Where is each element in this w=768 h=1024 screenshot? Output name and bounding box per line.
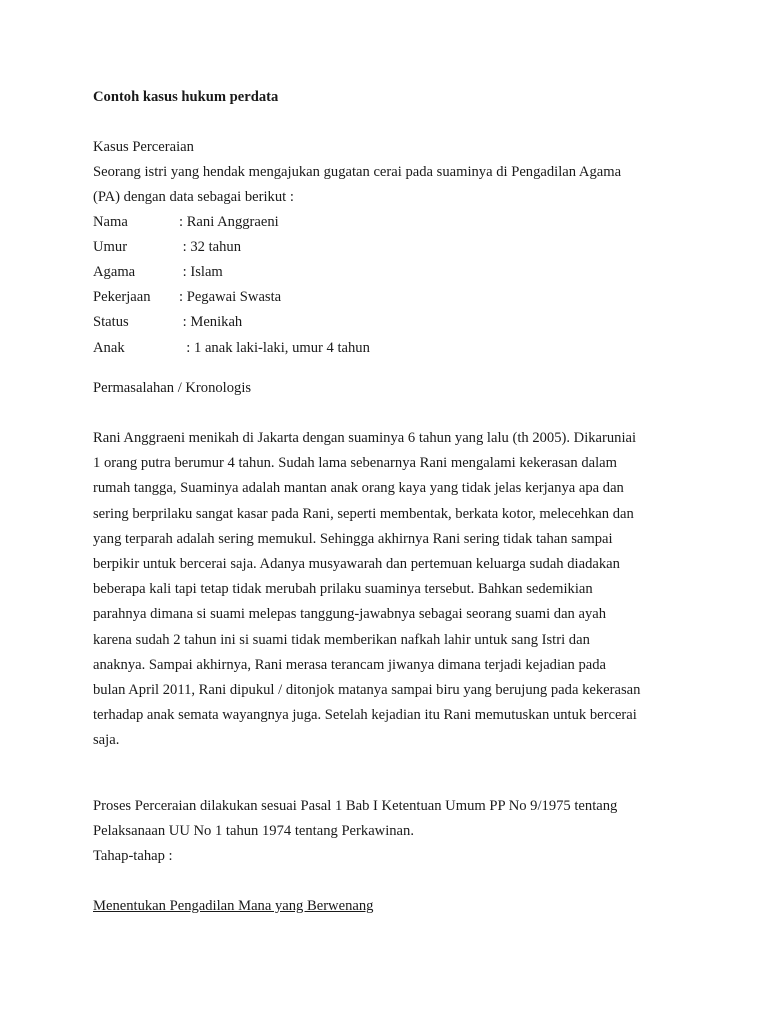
field-label: Nama (93, 214, 128, 230)
process-line: Pelaksanaan UU No 1 tahun 1974 tentang Perkawinan. (93, 823, 414, 839)
stages-label: Tahap-tahap : (93, 848, 173, 864)
field-value: : Islam (179, 264, 223, 280)
chronology-line: sering berprilaku sangat kasar pada Rani, seperti membentak, berkata kotor, melecehkan dan (93, 506, 634, 522)
chronology-line: rumah tangga, Suaminya adalah mantan anak orang kaya yang tidak jelas kerjanya apa dan (93, 480, 624, 496)
field-row-pekerjaan (93, 288, 281, 306)
field-row-agama (93, 263, 223, 281)
section-heading: Kasus Perceraian (93, 139, 194, 155)
chronology-line: 1 orang putra berumur 4 tahun. Sudah lama sebenarnya Rani mengalami kekerasan dalam (93, 455, 617, 471)
subheading: Menentukan Pengadilan Mana yang Berwenang (93, 898, 374, 914)
field-value: : Rani Anggraeni (179, 214, 279, 230)
field-value: : 32 tahun (179, 239, 242, 255)
document-title: Contoh kasus hukum perdata (93, 89, 279, 105)
chronology-line: beberapa kali tapi tetap tidak merubah prilaku suaminya tersebut. Bahkan sedemikian (93, 581, 593, 597)
intro-line: Seorang istri yang hendak mengajukan gugatan cerai pada suaminya di Pengadilan Agama (93, 164, 622, 180)
field-row-status (93, 313, 242, 331)
chronology-line: bulan April 2011, Rani dipukul / ditonjok matanya sampai biru yang berujung pada kekerasan (93, 682, 641, 698)
chronology-line: parahnya dimana si suami melepas tanggung-jawabnya sebagai seorang suami dan ayah (93, 606, 607, 622)
field-row-umur (93, 238, 241, 256)
intro-line: (PA) dengan data sebagai berikut : (93, 189, 294, 205)
chronology-line: Rani Anggraeni menikah di Jakarta dengan suaminya 6 tahun yang lalu (th 2005). Dikaruniai (93, 430, 637, 446)
chronology-line: terhadap anak semata wayangnya juga. Setelah kejadian itu Rani memutuskan untuk bercerai (93, 707, 637, 723)
field-label: Status (93, 314, 129, 330)
field-label: Anak (93, 340, 125, 356)
field-label: Pekerjaan (93, 289, 151, 305)
field-label: Agama (93, 264, 136, 280)
field-value: : 1 anak laki-laki, umur 4 tahun (179, 340, 370, 356)
chronology-line: yang terparah adalah sering memukul. Sehingga akhirnya Rani sering tidak tahan sampai (93, 531, 613, 547)
chronology-line: karena sudah 2 tahun ini si suami tidak memberikan nafkah lahir untuk sang Istri dan (93, 632, 590, 648)
field-label: Umur (93, 239, 128, 255)
chronology-heading: Permasalahan / Kronologis (93, 380, 252, 396)
process-line: Proses Perceraian dilakukan sesuai Pasal 1 Bab I Ketentuan Umum PP No 9/1975 tentang (93, 798, 618, 814)
field-value: : Pegawai Swasta (179, 289, 282, 305)
field-value: : Menikah (179, 314, 243, 330)
field-row-anak (93, 339, 370, 357)
chronology-line: berpikir untuk bercerai saja. Adanya musyawarah dan pertemuan keluarga sudah diadakan (93, 556, 620, 572)
chronology-line: anaknya. Sampai akhirnya, Rani merasa terancam jiwanya dimana terjadi kejadian pada (93, 657, 606, 673)
chronology-line: saja. (93, 732, 120, 748)
field-row-nama (93, 213, 279, 231)
